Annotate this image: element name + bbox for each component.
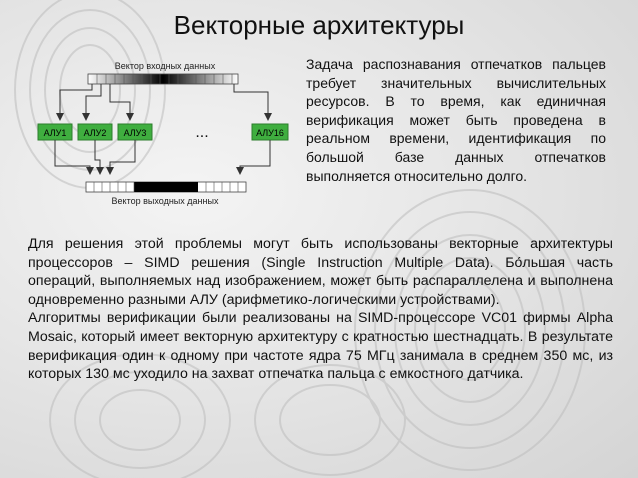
body-paragraph-results: Алгоритмы верификации были реализованы на SIMD-процессоре VC01 фирмы Alpha Mosaic, который имеет векторную архитектуру с кратностью шестнадцать. В результате верификация один к одному при частоте ядра 75 МГц занимала в среднем 350 мс, из которых 130 мс уходило на захват отпечатка пальца с емкостного датчика. — [28, 310, 613, 383]
alu-label-3: АЛУ3 — [123, 128, 147, 138]
alu-ellipsis: ... — [195, 124, 209, 141]
input-vector — [88, 74, 238, 84]
intro-paragraph: Задача распознавания отпечатков пальцев требует значительных вычислительных ресурсов. В то время, как единичная верификация может быть проведена в реальном времени, идентификация по большой базе данных отпечатков выполняется относительно долго. — [306, 56, 606, 184]
simd-diagram — [30, 58, 300, 218]
alu-label-2: АЛУ2 — [83, 128, 107, 138]
output-vector-label: Вектор выходных данных — [111, 196, 219, 206]
page-title: Векторные архитектуры — [173, 10, 465, 40]
alu-label-16: АЛУ16 — [256, 128, 284, 138]
output-vector — [86, 182, 246, 192]
body-paragraph-simd: Для решения этой проблемы могут быть использованы векторные архитектуры процессоров – SIMD решения (Single Instruction Multiple Data). Бо́льшая часть операций, выполняемых над изображением, может быть распараллелена и выполнена одновременно разными АЛУ (арифметико-логическими устройствами). — [28, 236, 613, 308]
simd-diagram-svg — [30, 58, 300, 218]
input-vector-label: Вектор входных данных — [114, 61, 216, 71]
alu-label-1: АЛУ1 — [43, 128, 67, 138]
body-text — [28, 235, 613, 384]
